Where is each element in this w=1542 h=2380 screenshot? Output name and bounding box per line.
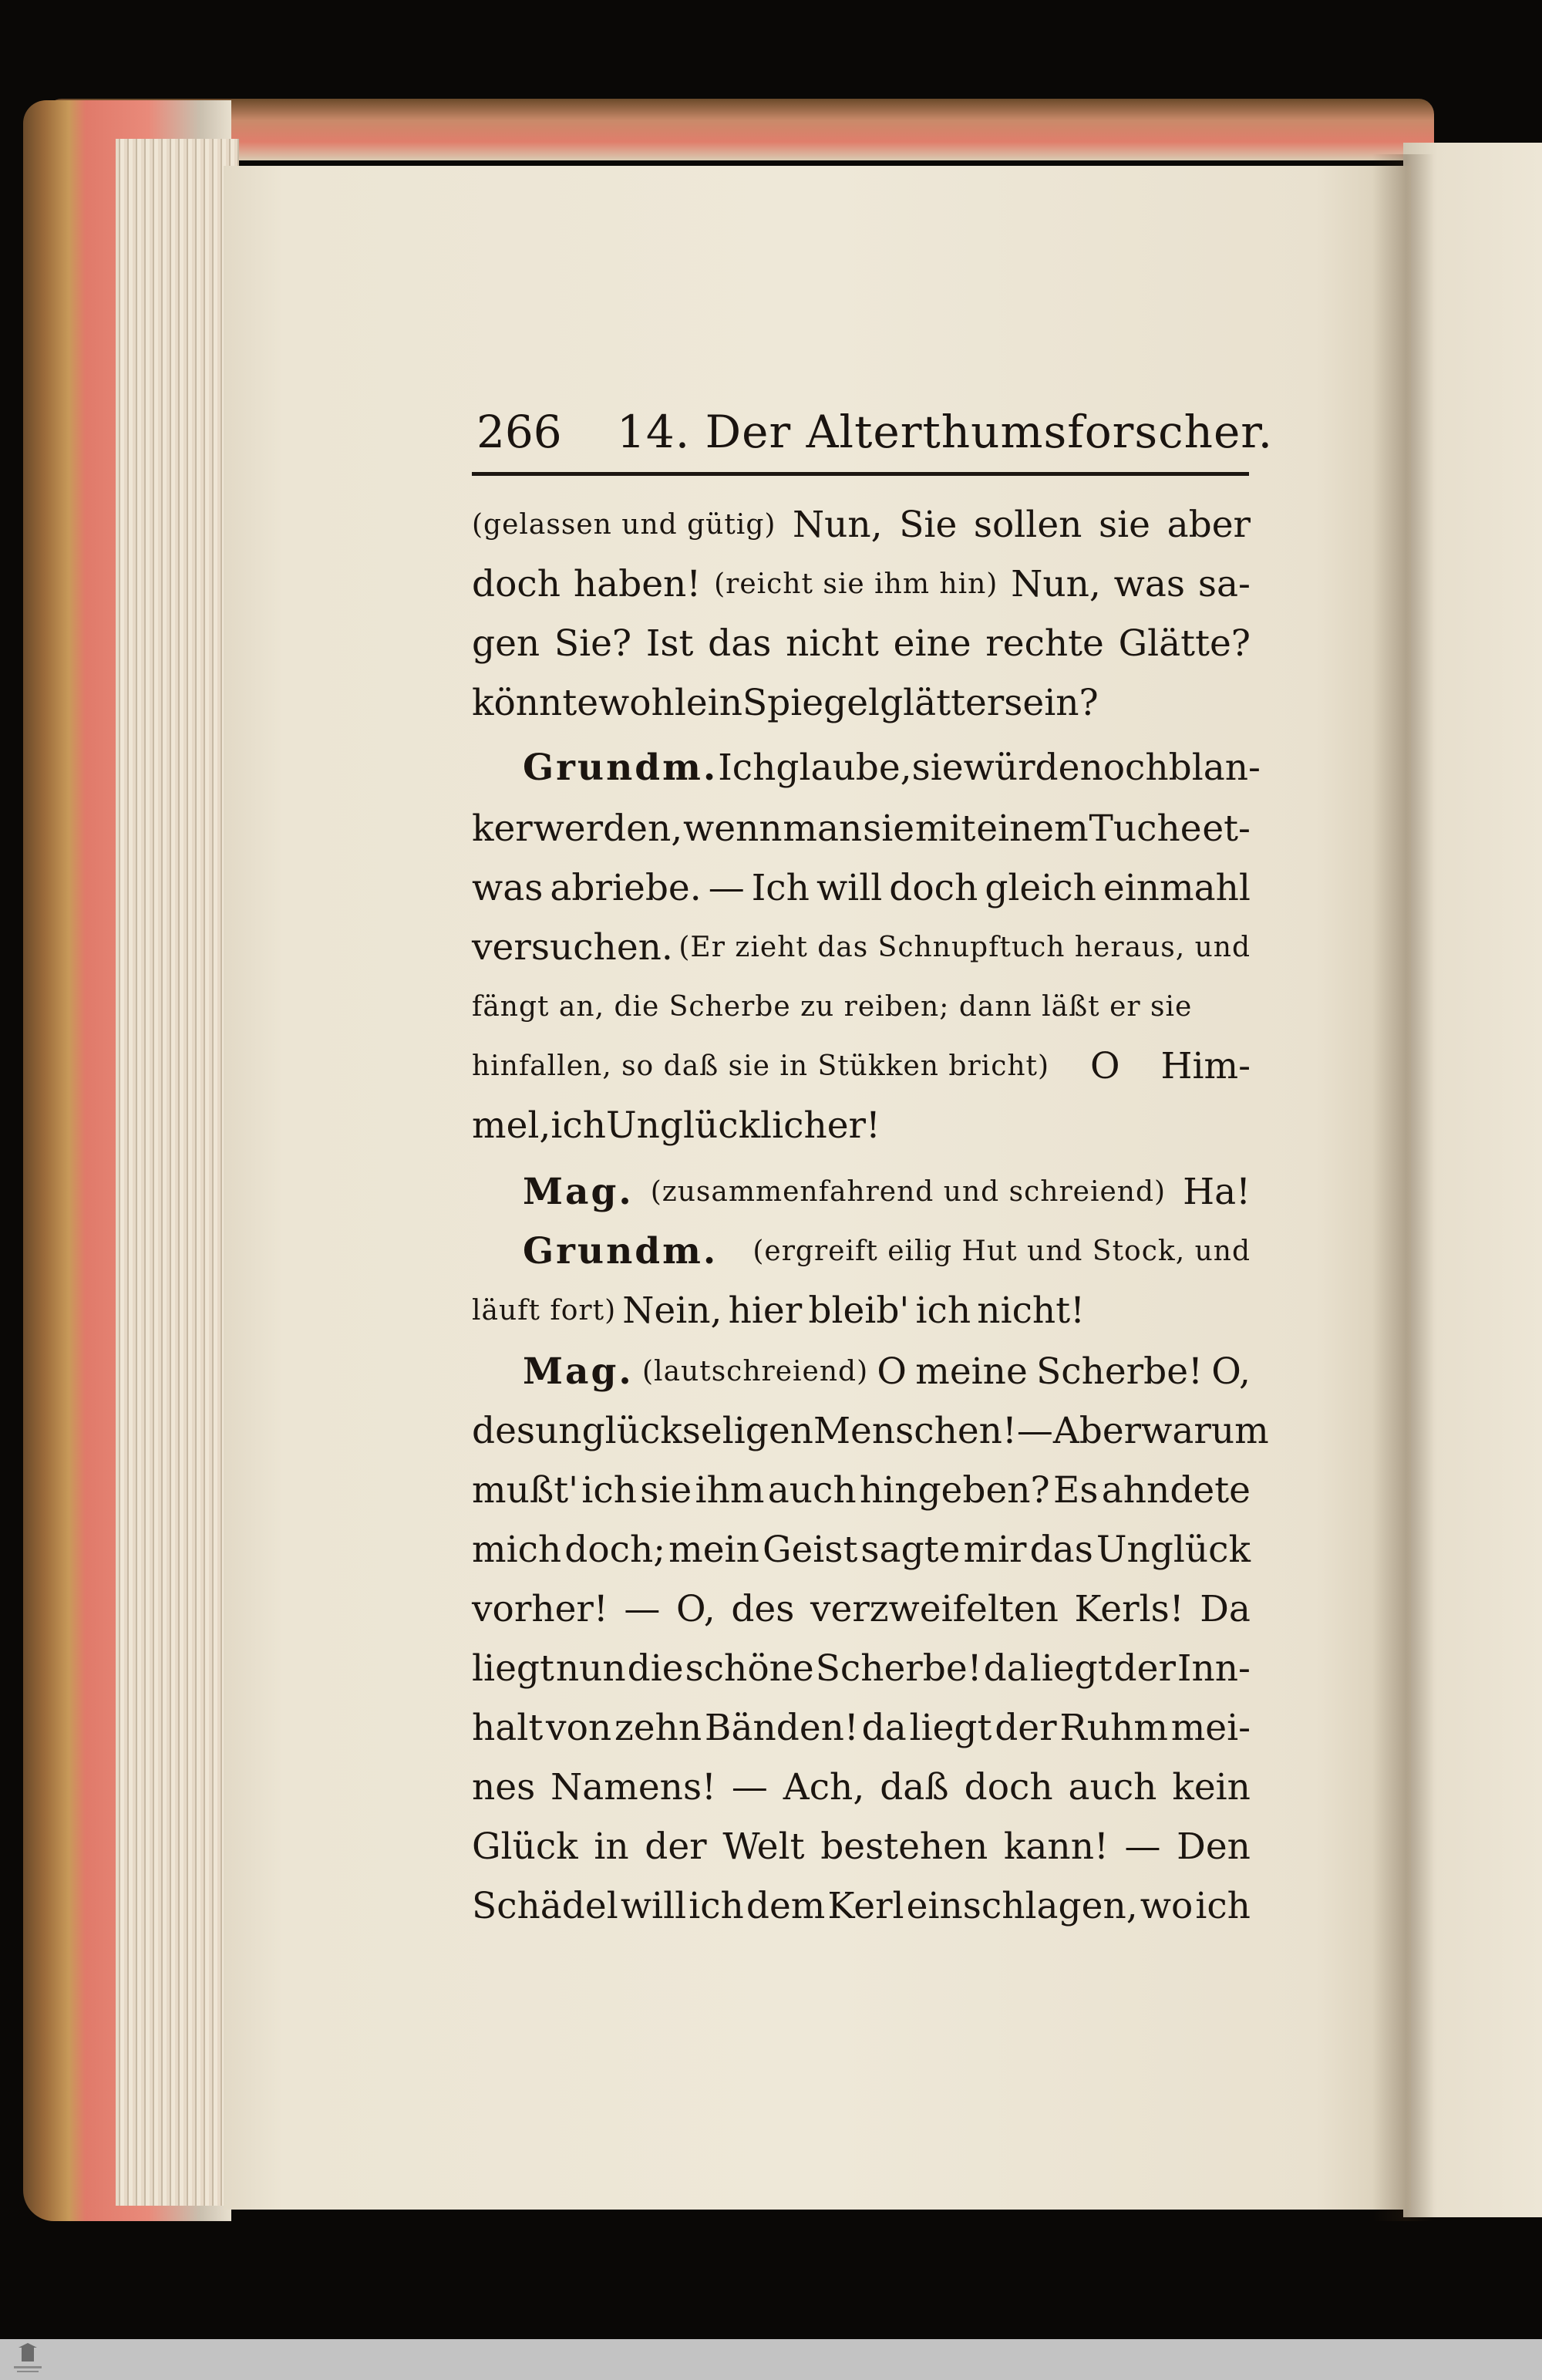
word: Sie?: [554, 622, 632, 665]
word: haben!: [573, 563, 702, 605]
word: blan-: [1168, 747, 1261, 789]
viewer-footer-bar: [0, 2339, 1542, 2380]
text-line: [0, 739, 1542, 797]
word: dem: [746, 1885, 826, 1927]
word: Es: [1053, 1469, 1099, 1512]
text-line: [0, 1163, 1542, 1222]
word: Menschen!: [813, 1410, 1017, 1452]
word: sa-: [1197, 563, 1251, 605]
word: ich: [550, 1104, 606, 1147]
word: gen: [472, 622, 540, 665]
text-line: [0, 1580, 1542, 1639]
word: glaube,: [776, 747, 912, 789]
text-line: [0, 1699, 1542, 1758]
word: das: [1029, 1529, 1093, 1571]
word: sie: [640, 1469, 692, 1512]
text-line: [0, 1343, 1542, 1401]
word: Spiegel: [742, 682, 880, 724]
word: aber: [1167, 504, 1251, 546]
text-line: [0, 1640, 1542, 1698]
word: sein?: [1004, 682, 1099, 724]
stage-direction: (reicht sie ihm hin): [714, 568, 998, 600]
word: versuchen.: [472, 926, 673, 969]
word: glätter: [880, 682, 1005, 724]
word: mit: [914, 807, 976, 850]
text-line: [0, 859, 1542, 918]
word: O,: [1211, 1350, 1251, 1393]
word: von: [546, 1707, 612, 1749]
word: werden,: [533, 807, 683, 850]
word: Kerl: [827, 1885, 904, 1927]
word: Ruhm: [1059, 1707, 1168, 1749]
text-line: [0, 1818, 1542, 1876]
word: in: [594, 1825, 629, 1868]
word: wo: [1140, 1885, 1194, 1927]
word: Scherbe!: [815, 1647, 982, 1690]
text-line: [0, 1222, 1542, 1281]
book-top-edge: [46, 99, 1434, 160]
word: Welt: [722, 1825, 805, 1868]
word: nes: [472, 1766, 536, 1809]
word: mich: [472, 1529, 562, 1571]
word: Nun,: [793, 504, 883, 546]
text-line: [0, 1402, 1542, 1461]
word: Nein,: [622, 1289, 722, 1332]
word: Nun,: [1011, 563, 1101, 605]
word: Unglücklicher!: [605, 1104, 880, 1147]
word: sie: [911, 747, 964, 789]
word: mir: [963, 1529, 1027, 1571]
stage-direction: fängt an, die Scherbe zu reiben; dann läßt er sie: [472, 991, 1193, 1023]
speaker-name: Mag.: [523, 1350, 634, 1393]
word: Ha!: [1183, 1171, 1251, 1213]
page-number: 266: [476, 406, 562, 458]
word: das: [708, 622, 772, 665]
word: Geist: [762, 1529, 858, 1571]
word: O: [877, 1350, 907, 1393]
word: mei-: [1170, 1707, 1251, 1749]
word: doch: [472, 563, 561, 605]
word: liegt: [909, 1707, 992, 1749]
word: O: [1090, 1045, 1120, 1087]
text-line: [0, 496, 1542, 555]
word: nicht: [786, 622, 879, 665]
word: mein: [668, 1529, 759, 1571]
word: rechte: [985, 622, 1104, 665]
word: mel,: [472, 1104, 551, 1147]
word: einem: [976, 807, 1089, 850]
word: was: [472, 867, 544, 909]
word: ahndete: [1101, 1469, 1251, 1512]
stage-direction: (ergreift eilig Hut und Stock, und: [752, 1236, 1251, 1267]
word: ker: [472, 807, 533, 850]
word: vorher!: [472, 1588, 608, 1630]
word: auch: [1068, 1766, 1157, 1809]
word: des: [731, 1588, 795, 1630]
running-title: 14. Der Alterthumsforscher.: [617, 406, 1274, 458]
word: der: [645, 1825, 707, 1868]
word: könnte: [472, 682, 599, 724]
dash: —: [1124, 1825, 1161, 1868]
word: wohl: [598, 682, 686, 724]
word: Namens!: [550, 1766, 716, 1809]
text-line: [0, 1758, 1542, 1817]
word: zehn: [614, 1707, 702, 1749]
text-line: [0, 615, 1542, 673]
word: ich: [915, 1289, 971, 1332]
word: ich: [581, 1469, 637, 1512]
dash: —: [624, 1588, 661, 1630]
word: Him-: [1160, 1045, 1251, 1087]
word: da: [983, 1647, 1029, 1690]
word: des: [472, 1410, 536, 1452]
word: die: [627, 1647, 684, 1690]
word: doch: [889, 867, 978, 909]
word: würde: [963, 747, 1080, 789]
stage-direction: (gelassen und gütig): [472, 509, 776, 541]
stage-direction: hinfallen, so daß sie in Stükken bricht): [472, 1050, 1050, 1082]
word: sollen: [973, 504, 1082, 546]
word: Inn-: [1177, 1647, 1251, 1690]
word: liegt: [472, 1647, 554, 1690]
word: Da: [1200, 1588, 1251, 1630]
text-line: [0, 1877, 1542, 1936]
dash: —: [708, 867, 745, 909]
word: Glück: [472, 1825, 578, 1868]
speaker-name: Grundm.: [523, 1230, 719, 1273]
word: Den: [1177, 1825, 1251, 1868]
word: meine: [915, 1350, 1028, 1393]
word: Aber: [1052, 1410, 1142, 1452]
word: noch: [1079, 747, 1169, 789]
word: ein: [685, 682, 742, 724]
word: auch: [767, 1469, 857, 1512]
word: kann!: [1003, 1825, 1109, 1868]
word: da: [861, 1707, 907, 1749]
word: ich: [1195, 1885, 1251, 1927]
word: Ich: [718, 747, 776, 789]
library-logo-icon: [9, 2343, 46, 2377]
word: liegt: [1029, 1647, 1113, 1690]
word: doch: [964, 1766, 1053, 1809]
word: et-: [1202, 807, 1251, 850]
stage-direction: läuft fort): [472, 1295, 617, 1327]
word: der: [1113, 1647, 1176, 1690]
header-rule: [472, 472, 1249, 476]
word: eine: [893, 622, 971, 665]
word: will: [620, 1885, 687, 1927]
word: schöne: [685, 1647, 814, 1690]
speaker-name: Mag.: [523, 1171, 634, 1213]
word: sie: [1099, 504, 1150, 546]
word: Bänden!: [704, 1707, 859, 1749]
word: Kerls!: [1074, 1588, 1184, 1630]
word: Ich: [751, 867, 810, 909]
word: warum: [1141, 1410, 1269, 1452]
word: einmahl: [1103, 867, 1251, 909]
text-line: [0, 1282, 1542, 1340]
stage-direction: (Er zieht das Schnupftuch heraus, und: [678, 932, 1251, 963]
text-line: [0, 978, 1542, 1037]
word: bleib': [808, 1289, 910, 1332]
word: man: [783, 807, 863, 850]
word: gleich: [985, 867, 1096, 909]
word: nun: [555, 1647, 626, 1690]
text-line: [0, 800, 1542, 858]
word: nicht!: [977, 1289, 1085, 1332]
word: ich: [689, 1885, 744, 1927]
word: sagte: [860, 1529, 961, 1571]
word: unglückseligen: [535, 1410, 813, 1452]
word: will: [816, 867, 883, 909]
stage-direction: (zusammenfahrend und schreiend): [650, 1176, 1167, 1208]
word: doch;: [564, 1529, 666, 1571]
word: Schädel: [472, 1885, 618, 1927]
word: Tuche: [1089, 807, 1202, 850]
word: Unglück: [1096, 1529, 1251, 1571]
word: daß: [880, 1766, 949, 1809]
text-line: [0, 1097, 1542, 1155]
dash: —: [731, 1766, 768, 1809]
text-line: [0, 1461, 1542, 1520]
word: der: [995, 1707, 1057, 1749]
word: abriebe.: [550, 867, 702, 909]
word: Sie: [899, 504, 958, 546]
word: bestehen: [820, 1825, 988, 1868]
text-line: [0, 919, 1542, 977]
word: hier: [728, 1289, 803, 1332]
word: hingeben?: [859, 1469, 1050, 1512]
word: Ist: [645, 622, 694, 665]
text-line: [0, 555, 1542, 614]
word: mußt': [472, 1469, 579, 1512]
word: O,: [675, 1588, 715, 1630]
word: Scherbe!: [1036, 1350, 1203, 1393]
text-line: [0, 1037, 1542, 1096]
text-line: [0, 674, 1542, 733]
word: was: [1113, 563, 1186, 605]
word: halt: [472, 1707, 544, 1749]
text-line: [0, 1521, 1542, 1579]
word: einschlagen,: [906, 1885, 1138, 1927]
word: Ach,: [783, 1766, 865, 1809]
word: ihm: [695, 1469, 765, 1512]
word: kein: [1172, 1766, 1251, 1809]
speaker-name: Grundm.: [523, 747, 719, 789]
word: verzweifelten: [810, 1588, 1059, 1630]
stage-direction: (lautschreiend): [642, 1356, 869, 1387]
word: Glätte?: [1118, 622, 1251, 665]
word: sie: [863, 807, 915, 850]
word: wenn: [683, 807, 783, 850]
dash: —: [1016, 1410, 1053, 1452]
